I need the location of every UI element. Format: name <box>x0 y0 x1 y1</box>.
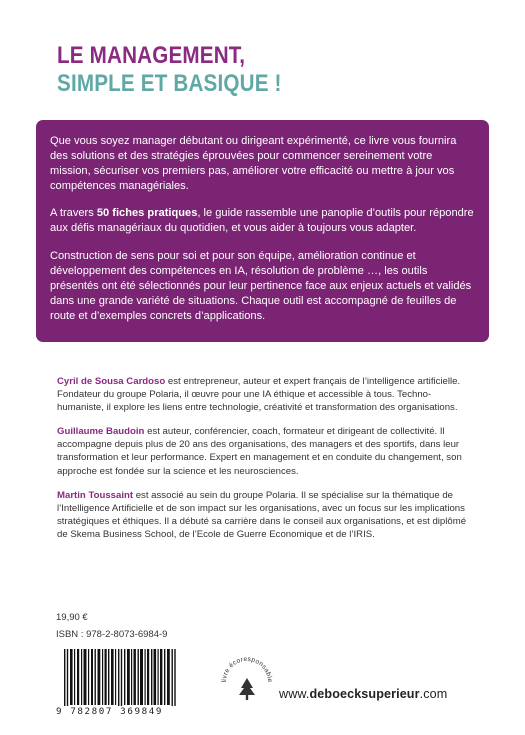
website-domain: deboecksuperieur <box>309 687 420 701</box>
description-paragraph-3: Construction de sens pour soi et pour son équipe, amélioration continue et développement des compétences en IA, résolution de problème …, les outils présentés ont été sélectionnés pour leur pertinence face aux enjeux actuels et validés dans une grande variété de situations. Chaque outil est accompagné de feuilles de route et d’exemples concrets d’applications. <box>50 249 472 322</box>
paragraph-2-highlight: 50 fiches pratiques <box>96 207 198 220</box>
author-bio-text: est auteur, conférencier, coach, formateur et dirigeant de collectivité. Il accompagne depuis plus de 20 ans des organisations, des managers et des sportifs, dans leur transformation et leur performance. Expert en management et en conduite du changement, son approche est fondée sur la science et les neurosciences. <box>57 426 462 477</box>
paragraph-2-intro: A travers <box>50 207 97 220</box>
barcode-digits: 9 782807 369849 <box>56 706 188 717</box>
author-name: Martin Toussaint <box>57 489 134 501</box>
author-bio <box>57 375 477 414</box>
eco-label-text: livre écoresponsable <box>220 655 274 683</box>
website-suffix: .com <box>419 687 448 701</box>
isbn: ISBN : 978-2-8073-6984-9 <box>56 629 168 640</box>
eco-label-icon <box>218 652 276 710</box>
headline <box>57 42 282 98</box>
description-box <box>36 120 489 342</box>
author-name: Guillaume Baudoin <box>57 426 145 438</box>
website-prefix: www. <box>279 687 310 701</box>
description-paragraph-2 <box>50 206 475 236</box>
author-bio <box>57 489 477 541</box>
author-bios <box>57 375 477 552</box>
author-bio-text: est associé au sein du groupe Polaria. Il se spécialise sur la thématique de l’Intelligence Artificielle et de son impact sur les organisations, avec un focus sur les implications stratégiques et éthiques. Il a débuté sa carrière dans le conseil aux organisations, et est diplômé de Skema Business School, de l’Ecole de Guerre Economique et de l’IRIS. <box>57 489 467 540</box>
headline-line-1: LE MANAGEMENT, <box>57 42 246 69</box>
price: 19,90 € <box>56 612 88 623</box>
headline-line-2: SIMPLE ET BASIQUE ! <box>57 70 282 97</box>
description-paragraph-1: Que vous soyez manager débutant ou dirigeant expérimenté, ce livre vous fournira des solutions et des stratégies éprouvées pour commencer sereinement votre mission, sécuriser vos premiers pas, améliorer votre efficacité ou mettre à jour vos compétences managériales. <box>50 135 457 193</box>
publisher-website[interactable] <box>279 687 447 701</box>
author-bio-text: est entrepreneur, auteur et expert français de l’intelligence artificielle. Fondateur du groupe Polaria, il œuvre pour une IA éthique et accessible à tous. Techno-humaniste, il explore les liens entre technologie, créativité et transformation des organisations. <box>57 376 461 414</box>
author-name: Cyril de Sousa Cardoso <box>57 376 166 387</box>
author-bio <box>57 425 477 477</box>
paragraph-2-rest: , le guide rassemble une panoplie d’outils pour répondre aux défis managériaux du quotidien, et vous aider à toujours vous adapter. <box>50 207 474 235</box>
